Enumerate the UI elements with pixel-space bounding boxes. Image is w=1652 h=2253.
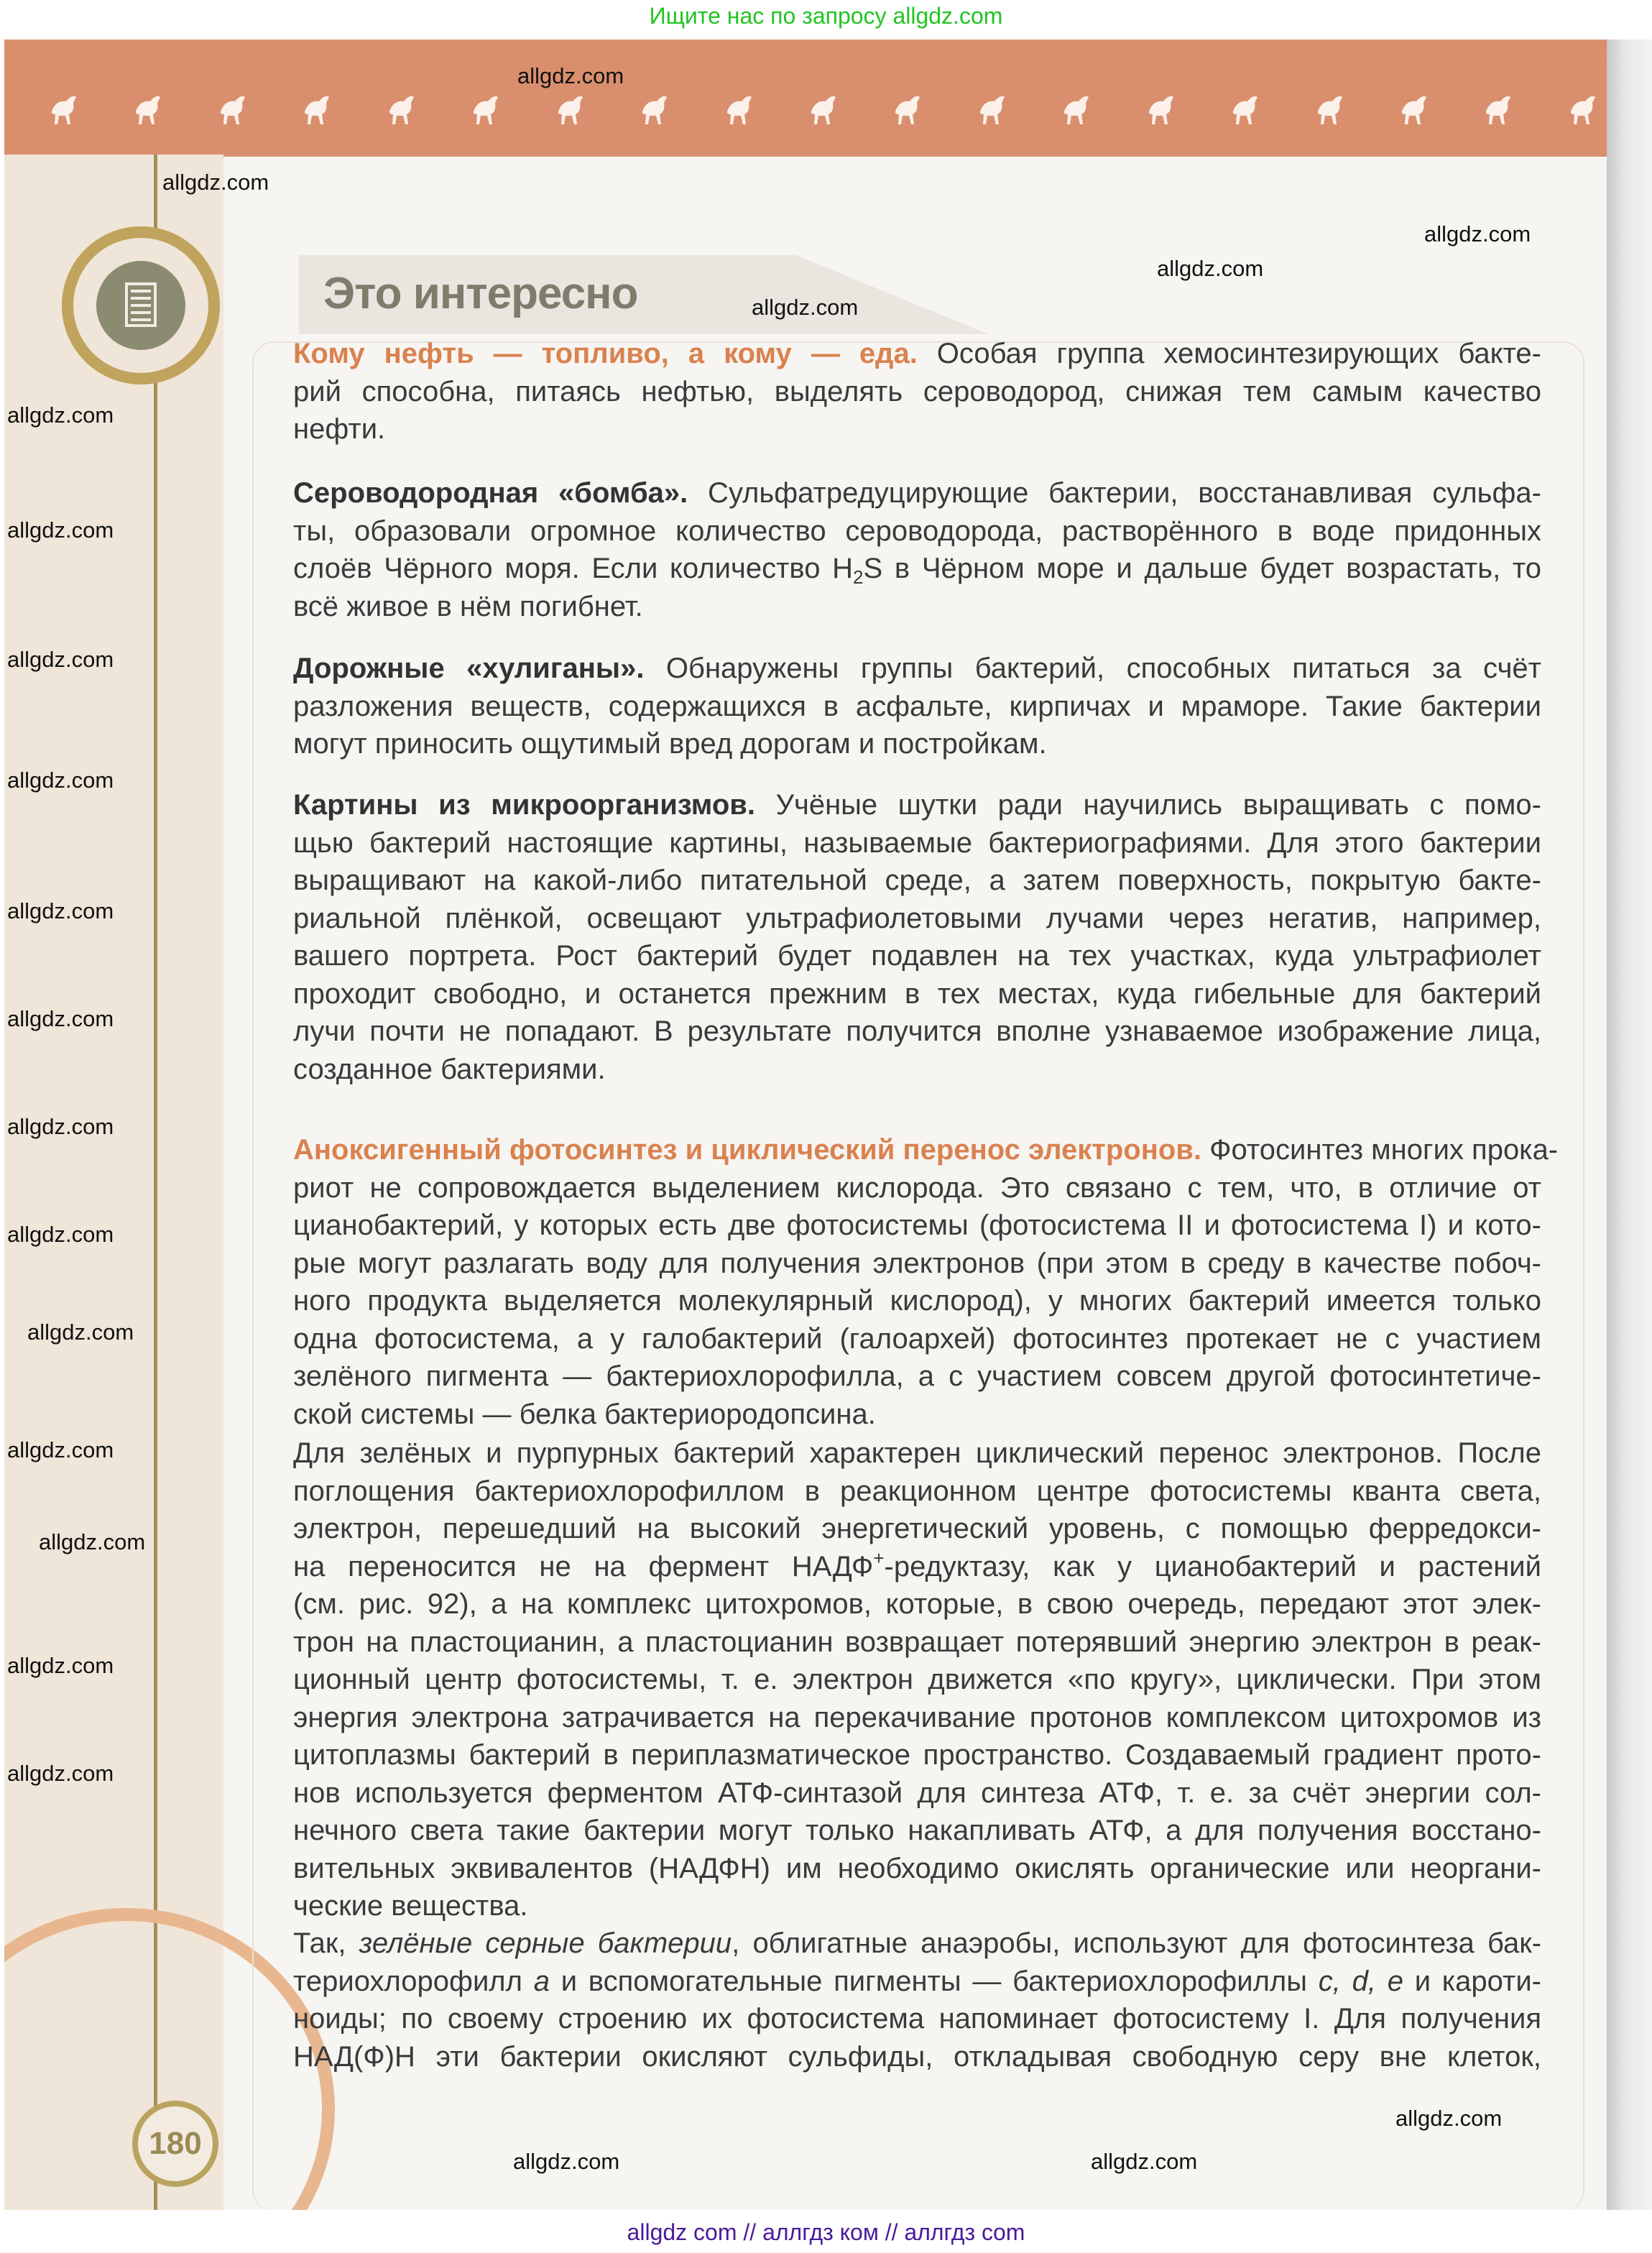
text-segment: и кароти- <box>1403 1965 1542 1997</box>
paragraph-heading: Сероводородная «бомба». <box>293 477 688 509</box>
text-line <box>293 1434 1541 1473</box>
text-segment: проходит свободно, и останется прежним в тех местах, куда гибельные для бактерий <box>293 977 1541 1010</box>
text-segment: ты, образовали огромное количество сероводорода, растворённого в воде придонных <box>293 515 1541 547</box>
watermark: allgdz.com <box>7 1653 114 1678</box>
text-line <box>293 725 1541 763</box>
text-line <box>293 588 1541 626</box>
watermark: allgdz.com <box>7 1114 114 1139</box>
text-segment: всё живое в нём погибнет. <box>293 590 643 622</box>
text-segment: энергия электрона затрачивается на перекачивание протонов комплексом цитохромов из <box>293 1701 1541 1733</box>
text-line <box>293 1245 1541 1283</box>
text-segment: одна фотосистема, а у галобактерий (галоархей) фотосинтез протекает не с участием <box>293 1322 1541 1355</box>
text-segment: и вспомогательные пигменты — бактериохлорофиллы <box>549 1965 1319 1997</box>
text-line <box>293 2000 1541 2038</box>
text-segment: рые могут разлагать воду для получения электронов (при этом в среду в качестве побоч- <box>293 1247 1541 1279</box>
text-segment: рий способна, питаясь нефтью, выделять сероводород, снижая тем самым качество <box>293 375 1541 407</box>
text-segment: вашего портрета. Рост бактерий будет подавлен на тех участках, куда ультрафиолет <box>293 940 1541 972</box>
text-line <box>293 1320 1541 1358</box>
insect-icon <box>1314 90 1347 126</box>
header-band <box>4 40 1607 157</box>
text-segment: риальной плёнкой, освещают ультрафиолетовыми лучами через негатив, например, <box>293 902 1541 934</box>
text-line <box>293 1585 1541 1623</box>
left-margin <box>4 155 223 2210</box>
text-segment: нов используется ферментом АТФ-синтазой для синтеза АТФ, т. е. за счёт энергии сол- <box>293 1777 1541 1809</box>
giraffe-icon <box>1229 90 1262 126</box>
ostrich-icon <box>469 90 502 126</box>
goat-icon <box>131 90 165 126</box>
text-segment: a <box>533 1965 550 1997</box>
text-segment: Учёные шутки ради научились выращивать с помо- <box>755 789 1541 821</box>
text-segment: Обнаружены группы бактерий, способных питаться за счёт <box>644 653 1541 684</box>
text-segment: Для зелёных и пурпурных бактерий характерен циклический перенос электронов. После <box>293 1437 1541 1469</box>
text-segment: c, d, e <box>1318 1965 1403 1997</box>
text-segment: териохлорофилл <box>293 1965 534 1997</box>
text-segment: ционный центр фотосистемы, т. е. электрон движется «по кругу», циклически. При этом <box>293 1664 1541 1695</box>
text-line <box>293 937 1541 975</box>
watermark: allgdz.com <box>162 170 269 195</box>
watermark: allgdz.com <box>7 768 114 793</box>
paragraph <box>293 786 1541 1088</box>
text-line <box>293 1131 1559 1169</box>
text-segment: щью бактерий настоящие картины, называемые бактериографиями. Для этого бактерии <box>293 826 1541 859</box>
text-segment: риот не сопровождается выделением кислорода. Это связано с тем, что, в отличие от <box>293 1171 1541 1204</box>
text-line <box>293 1548 1541 1586</box>
text-line <box>293 824 1541 862</box>
text-line <box>293 1510 1541 1548</box>
text-line <box>293 1358 1541 1396</box>
text-segment: вительных эквивалентов (НАДФН) им необходимо окислять органические или неоргани- <box>293 1852 1541 1884</box>
paragraph <box>293 650 1541 763</box>
text-segment: S в Чёрном море и дальше будет возрастать, то <box>863 553 1541 584</box>
text-segment: ской системы — белка бактериородопсина. <box>293 1398 876 1430</box>
text-segment: на переносится не на фермент НАДФ <box>293 1550 874 1582</box>
text-line <box>293 975 1541 1013</box>
bird-icon <box>976 90 1009 126</box>
butterfly-icon <box>638 90 671 126</box>
text-line <box>293 1774 1541 1812</box>
text-line <box>293 1282 1541 1320</box>
document-icon <box>125 282 157 327</box>
text-segment: Фотосинтез многих прока- <box>1201 1134 1559 1166</box>
text-segment: слоёв Чёрного моря. Если количество H <box>293 553 854 584</box>
text-line <box>293 1963 1541 2001</box>
text-segment: + <box>873 1547 885 1569</box>
lizard-icon <box>554 90 587 126</box>
text-segment: нечного света такие бактерии могут только накапливать АТФ, а для получения восстано- <box>293 1815 1541 1846</box>
paragraph <box>293 1434 1541 1925</box>
section-title: Это интересно <box>323 269 638 318</box>
text-segment: разложения веществ, содержащихся в асфальте, кирпичах и мраморе. Такие бактерии <box>293 690 1541 722</box>
text-line <box>293 512 1541 550</box>
text-segment: (см. рис. 92), а на комплекс цитохромов, которые, в свою очередь, передают этот элек- <box>293 1588 1541 1620</box>
text-segment: Особая группа хемосинтезирующих бакте- <box>917 338 1541 369</box>
text-line <box>293 1169 1541 1207</box>
text-line <box>293 373 1541 411</box>
bird-icon <box>47 90 80 126</box>
text-segment: ческие вещества. <box>293 1890 528 1922</box>
text-line <box>293 1812 1541 1850</box>
text-segment: Так, <box>293 1927 359 1959</box>
text-line <box>293 1661 1541 1699</box>
text-line <box>293 1473 1541 1511</box>
text-line <box>293 1623 1541 1662</box>
text-segment: лучи почти не попадают. В результате получится вполне узнаваемое изображение лица, <box>293 1015 1541 1047</box>
text-segment: -редуктазу, как у цианобактерий и растений <box>884 1550 1541 1582</box>
text-segment: цианобактерий, у которых есть две фотосистемы (фотосистема II и фотосистема I) и кото- <box>293 1210 1541 1241</box>
text-line <box>293 650 1541 688</box>
ostrich-icon <box>1482 90 1515 126</box>
watermark: allgdz.com <box>7 647 114 672</box>
text-segment: нефти. <box>293 413 386 445</box>
watermark: allgdz.com <box>1424 221 1531 247</box>
watermark: allgdz.com <box>7 1437 114 1462</box>
text-segment: цитоплазмы бактерий в периплазматическое пространство. Создаваемый градиент прото- <box>293 1739 1541 1771</box>
section-icon-badge <box>62 226 220 384</box>
text-segment: зелёного пигмента — бактериохлорофилла, а с участием совсем другой фотосинтетиче- <box>293 1360 1541 1392</box>
text-line <box>293 1887 1541 1925</box>
horse-icon <box>891 90 924 126</box>
text-segment: могут приносить ощутимый вред дорогам и постройкам. <box>293 728 1047 760</box>
scorpion-icon <box>807 90 840 126</box>
watermark: allgdz.com <box>1091 2149 1198 2174</box>
text-line <box>293 474 1541 512</box>
text-line <box>293 1013 1541 1051</box>
insect-icon <box>300 90 333 126</box>
text-line <box>293 410 1541 448</box>
lizard-icon <box>1566 90 1600 126</box>
bird-icon <box>1060 90 1093 126</box>
text-line <box>293 1699 1541 1737</box>
watermark: allgdz.com <box>1395 2106 1503 2131</box>
text-segment: ноиды; по своему строению их фотосистема напоминает фотосистему I. Для получения <box>293 2003 1541 2035</box>
text-segment: 2 <box>853 566 864 588</box>
watermark: allgdz.com <box>7 1222 114 1247</box>
page-gutter-shadow <box>1607 40 1652 2210</box>
text-line <box>293 335 1541 373</box>
watermark: allgdz.com <box>39 1529 146 1554</box>
bison-icon <box>723 90 756 126</box>
text-line <box>293 900 1541 938</box>
text-line <box>293 1396 1541 1434</box>
bison-icon <box>385 90 418 126</box>
paragraph <box>293 1925 1541 2075</box>
watermark: allgdz.com <box>1157 256 1264 281</box>
text-segment: трон на пластоцианин, а пластоцианин возвращает потерявший энергию электрон в реак- <box>293 1626 1541 1658</box>
watermark: allgdz.com <box>27 1319 134 1345</box>
margin-rule <box>154 155 157 2210</box>
search-hint-banner: Ищите нас по запросу allgdz.com <box>649 3 1003 29</box>
text-segment: ного продукта выделяется молекулярный кислород), у многих бактерий имеется только <box>293 1285 1541 1317</box>
paragraph-heading: Дорожные «хулиганы». <box>293 653 645 684</box>
text-line <box>293 1051 1541 1089</box>
text-segment: выращивают на какой-либо питательной среде, а затем поверхность, покрытую бакте- <box>293 865 1541 896</box>
bison-icon <box>1398 90 1431 126</box>
watermark: allgdz.com <box>752 295 859 320</box>
watermark: allgdz.com <box>513 2149 620 2174</box>
giraffe-icon <box>216 90 249 126</box>
text-line <box>293 862 1541 900</box>
text-line <box>293 2038 1541 2076</box>
text-line <box>293 1207 1541 1245</box>
paragraph <box>293 1131 1559 1433</box>
text-segment: созданное бактериями. <box>293 1053 606 1085</box>
text-line <box>293 786 1541 824</box>
watermark: allgdz.com <box>7 1006 114 1031</box>
watermark: allgdz.com <box>7 402 114 428</box>
page-number: 180 <box>132 2101 218 2187</box>
text-segment: поглощения бактериохлорофиллом в реакционном центре фотосистемы кванта света, <box>293 1475 1541 1507</box>
watermark: allgdz.com <box>7 898 114 923</box>
goat-icon <box>1145 90 1178 126</box>
text-line <box>293 1850 1541 1888</box>
animal-silhouette-strip <box>47 90 1600 133</box>
text-line <box>293 550 1541 588</box>
footer-banner: allgdz com // аллгдз ком // аллгдз com <box>627 2219 1025 2245</box>
text-line <box>293 1925 1541 1963</box>
text-segment: Сульфатредуцирующие бактерии, восстанавливая сульфа- <box>688 477 1541 509</box>
watermark: allgdz.com <box>7 1761 114 1786</box>
text-segment: электрон, перешедший на высокий энергетический уровень, с помощью ферредокси- <box>293 1513 1541 1544</box>
paragraph <box>293 474 1541 625</box>
paragraph-heading: Кому нефть — топливо, а кому — еда. <box>293 338 918 369</box>
text-segment: зелёные серные бактерии <box>359 1927 732 1959</box>
paragraph-heading: Аноксигенный фотосинтез и циклический перенос электронов. <box>293 1134 1202 1166</box>
text-segment: , облигатные анаэробы, используют для фотосинтеза бак- <box>732 1927 1542 1959</box>
paragraph <box>293 335 1541 448</box>
watermark: allgdz.com <box>7 517 114 543</box>
watermark: allgdz.com <box>517 63 624 88</box>
text-segment: НАД(Ф)Н эти бактерии окисляют сульфиды, откладывая свободную серу вне клеток, <box>293 2040 1541 2073</box>
paragraph-heading: Картины из микроорганизмов. <box>293 789 755 821</box>
text-line <box>293 1736 1541 1774</box>
text-line <box>293 688 1541 726</box>
